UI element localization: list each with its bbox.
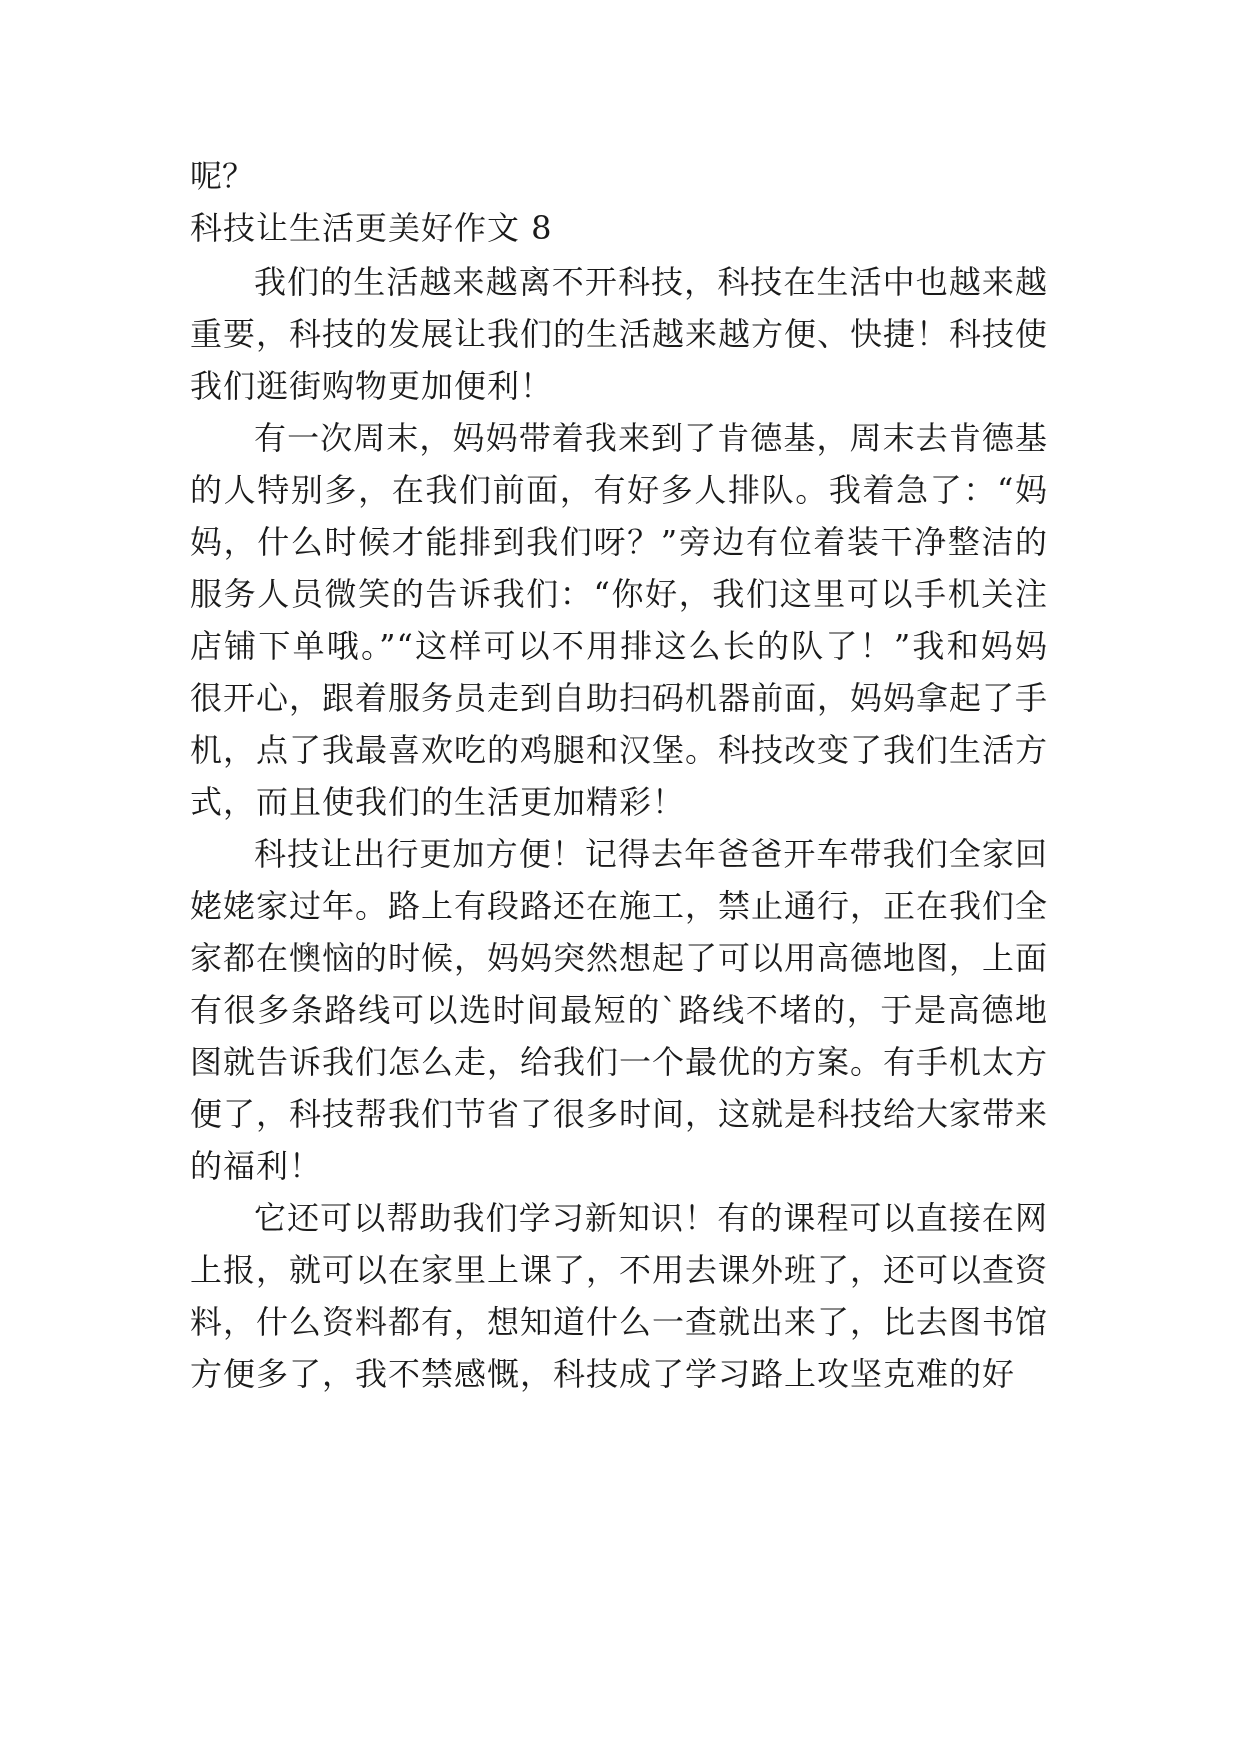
paragraph-4: 它还可以帮助我们学习新知识！有的课程可以直接在网上报，就可以在家里上课了，不用去课外班了，还可以查资料，什么资料都有，想知道什么一查就出来了，比去图书馆方便多了，我不禁感慨，科技成了学习路上攻坚克难的好 [190, 1199, 1049, 1393]
essay-title: 科技让生活更美好作文 8 [190, 209, 553, 247]
paragraph-1: 我们的生活越来越离不开科技，科技在生活中也越来越重要，科技的发展让我们的生活越来越方便、快捷！科技使我们逛街购物更加便利！ [190, 263, 1049, 405]
paragraph-3: 科技让出行更加方便！记得去年爸爸开车带我们全家回姥姥家过年。路上有段路还在施工，禁止通行，正在我们全家都在懊恼的时候，妈妈突然想起了可以用高德地图，上面有很多条路线可以选时间最短的`路线不堵的，于是高德地图就告诉我们怎么走，给我们一个最优的方案。有手机太方便了，科技帮我们节省了很多时间，这就是科技给大家带来的福利！ [190, 835, 1049, 1185]
paragraph-2: 有一次周末，妈妈带着我来到了肯德基，周末去肯德基的人特别多，在我们前面，有好多人排队。我着急了：“妈妈，什么时候才能排到我们呀？”旁边有位着装干净整洁的服务人员微笑的告诉我们：“你好，我们这里可以手机关注店铺下单哦。”“这样可以不用排这么长的队了！”我和妈妈很开心，跟着服务员走到自助扫码机器前面，妈妈拿起了手机，点了我最喜欢吃的鸡腿和汉堡。科技改变了我们生活方式，而且使我们的生活更加精彩！ [190, 419, 1049, 821]
document-page [190, 150, 1048, 1400]
lead-fragment: 呢？ [190, 157, 255, 195]
